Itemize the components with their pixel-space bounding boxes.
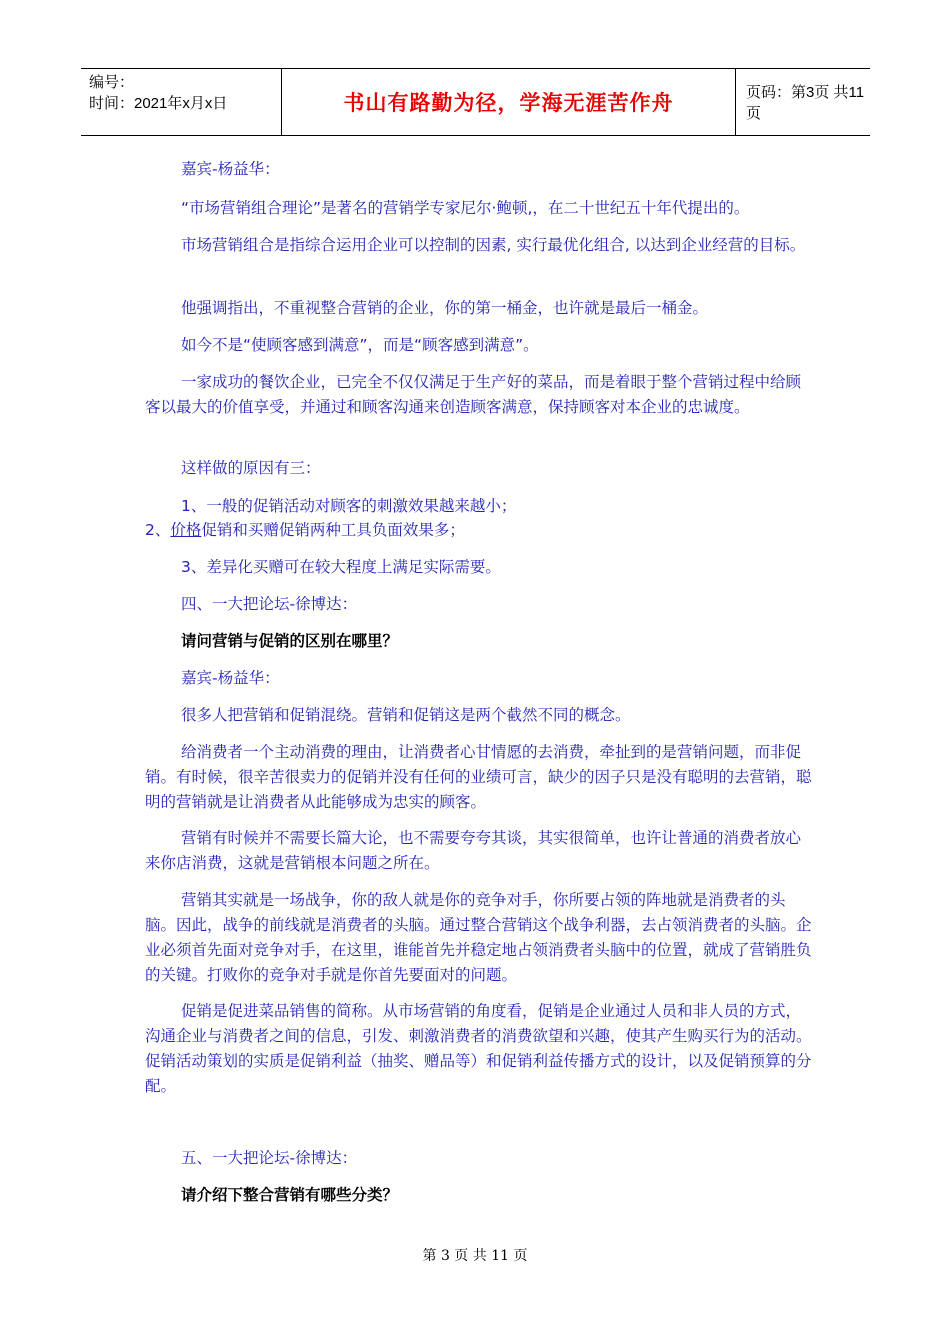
paragraph: 一家成功的餐饮企业，已完全不仅仅满足于生产好的菜品，而是着眼于整个营销过程中给顾客以最大的价值享受，并通过和顾客沟通来创造顾客满意，保持顾客对本企业的忠诚度。: [145, 373, 802, 416]
paragraph: 促销是促进菜品销售的简称。从市场营销的角度看，促销是企业通过人员和非人员的方式，沟通企业与消费者之间的信息，引发、刺激消费者的消费欲望和兴趣，使其产生购买行为的活动。促销活动策划的实质是促销利益（抽奖、赠品等）和促销利益传播方式的设计，以及促销预算的分配。: [145, 1002, 812, 1095]
paragraph: 给消费者一个主动消费的理由，让消费者心甘情愿的去消费，牵扯到的是营销问题，而非促销。有时候，很辛苦很卖力的促销并没有任何的业绩可言，缺少的因子只是没有聪明的去营销，聪明的营销就是让消费者从此能够成为忠实的顾客。: [145, 743, 812, 811]
paragraph: “市场营销组合理论”是著名的营销学专家尼尔·鲍顿,，在二十世纪五十年代提出的。: [181, 199, 750, 217]
date-label: 时间：2021年x月x日: [89, 95, 228, 112]
page-footer: 第 3 页 共 11 页: [422, 1248, 528, 1264]
header-left-cell: [81, 69, 282, 135]
list-number: 2、: [145, 521, 171, 539]
section-heading: 四、一大把论坛-徐博达：: [181, 595, 358, 613]
paragraph: 市场营销组合是指综合运用企业可以控制的因素, 实行最优化组合, 以达到企业经营的目标。: [181, 236, 806, 254]
list-item: [145, 518, 815, 543]
speaker-label: 嘉宾-杨益华：: [181, 160, 280, 178]
number-label: 编号：: [89, 74, 135, 91]
question: 请问营销与促销的区别在哪里？: [181, 632, 399, 650]
paragraph: 营销其实就是一场战争，你的敌人就是你的竞争对手，你所要占领的阵地就是消费者的头脑。因此，战争的前线就是消费者的头脑。通过整合营销这个战争利器，去占领消费者的头脑。企业必须首先面对竞争对手，在这里，谁能首先并稳定地占领消费者头脑中的位置，就成了营销胜负的关键。打败你的竞争对手就是你首先要面对的问题。: [145, 891, 812, 984]
page-header: [81, 68, 870, 136]
price-link[interactable]: 价格: [170, 521, 202, 539]
paragraph: 如今不是“使顾客感到满意”，而是“顾客感到满意”。: [181, 336, 539, 354]
page-info: 页码：第3页 共11页: [746, 84, 865, 122]
motto: 书山有路勤为径，学海无涯苦作舟: [343, 91, 674, 115]
header-middle-cell: [282, 69, 736, 135]
paragraph: 营销有时候并不需要长篇大论，也不需要夸夸其谈，其实很简单，也许让普通的消费者放心来你店消费，这就是营销根本问题之所在。: [145, 829, 802, 872]
speaker-label: 嘉宾-杨益华：: [181, 669, 280, 687]
list-item-text: 促销和买赠促销两种工具负面效果多；: [201, 521, 465, 539]
header-right-cell: [736, 69, 870, 135]
list-item: 3、差异化买赠可在较大程度上满足实际需要。: [181, 558, 501, 576]
paragraph: 他强调指出，不重视整合营销的企业，你的第一桶金，也许就是最后一桶金。: [181, 299, 709, 317]
section-heading: 五、一大把论坛-徐博达：: [181, 1149, 358, 1167]
question: 请介绍下整合营销有哪些分类？: [181, 1186, 399, 1204]
paragraph: 这样做的原因有三：: [181, 459, 321, 477]
paragraph: 很多人把营销和促销混绕。营销和促销这是两个截然不同的概念。: [181, 706, 631, 724]
list-item: 1、一般的促销活动对顾客的刺激效果越来越小；: [181, 497, 517, 515]
